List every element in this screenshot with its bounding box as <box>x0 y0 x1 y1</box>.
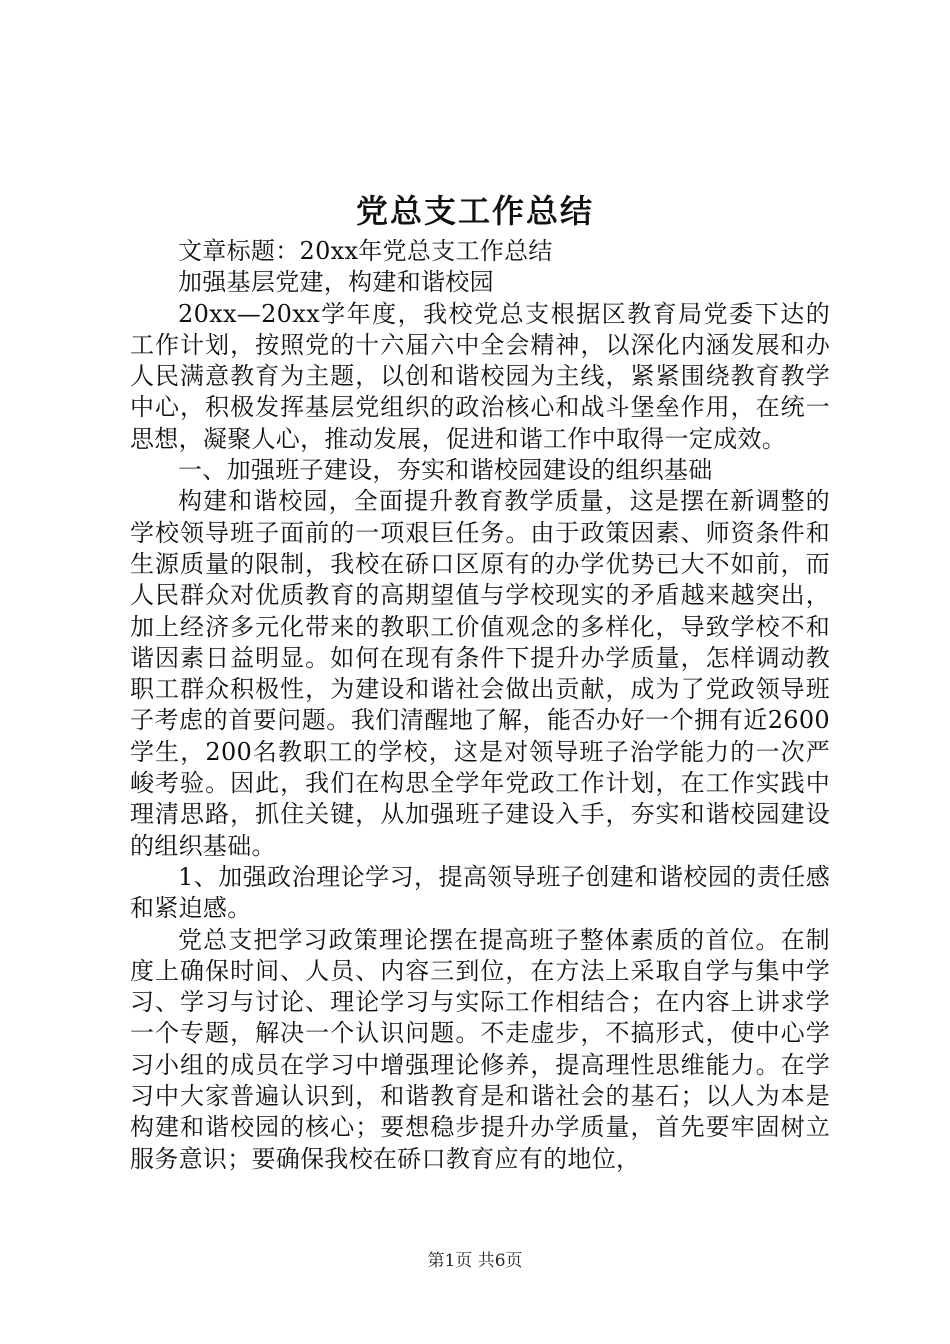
page-footer: 第1页 共6页 <box>427 1251 523 1271</box>
section-heading-1: 一、加强班子建设，夯实和谐校园建设的组织基础 <box>178 456 713 485</box>
intro-paragraph: 20xx—20xx学年度，我校党总支根据区教育局党委下达的工作计划，按照党的十六届六中全会精神，以深化内涵发展和办人民满意教育为主题，以创和谐校园为主线，紧紧围绕教育教学中心，积极发挥基层党组织的政治核心和战斗堡垒作用，在统一思想，凝聚人心，推动发展，促进和谐工作中取得一定成效。 <box>130 299 830 453</box>
subsection-heading-1: 1、加强政治理论学习，提高领导班子创建和谐校园的责任感和紧迫感。 <box>130 862 830 923</box>
article-title-line: 文章标题：20xx年党总支工作总结 <box>178 237 553 265</box>
section-1-paragraph: 构建和谐校园，全面提升教育教学质量，这是摆在新调整的学校领导班子面前的一项艰巨任务。由于政策因素、师资条件和生源质量的限制，我校在硚口区原有的办学优势已大不如前，而人民群众对优质教育的高期望值与学校现实的矛盾越来越突出，加上经济多元化带来的教职工价值观念的多样化，导致学校不和谐因素日益明显。如何在现有条件下提升办学质量，怎样调动教职工群众积极性，为建设和谐社会做出贡献，成为了党政领导班子考虑的首要问题。我们清醒地了解，能否办好一个拥有近2600学生，200名教职工的学校，这是对领导班子治学能力的一次严峻考验。因此，我们在构思全学年党政工作计划，在工作实践中理清思路，抓住关键，从加强班子建设入手，夯实和谐校园建设的组织基础。 <box>130 487 830 860</box>
document-title: 党总支工作总结 <box>355 192 594 230</box>
document-body <box>130 236 830 1175</box>
subsection-1-paragraph: 党总支把学习政策理论摆在提高班子整体素质的首位。在制度上确保时间、人员、内容三到位，在方法上采取自学与集中学习、学习与讨论、理论学习与实际工作相结合；在内容上讲求学一个专题，解决一个认识问题。不走虚步，不搞形式，使中心学习小组的成员在学习中增强理论修养，提高理性思维能力。在学习中大家普遍认识到，和谐教育是和谐社会的基石；以人为本是构建和谐校园的核心；要想稳步提升办学质量，首先要牢固树立服务意识；要确保我校在硚口教育应有的地位， <box>130 925 830 1173</box>
subtitle-line: 加强基层党建，构建和谐校园 <box>178 268 494 297</box>
